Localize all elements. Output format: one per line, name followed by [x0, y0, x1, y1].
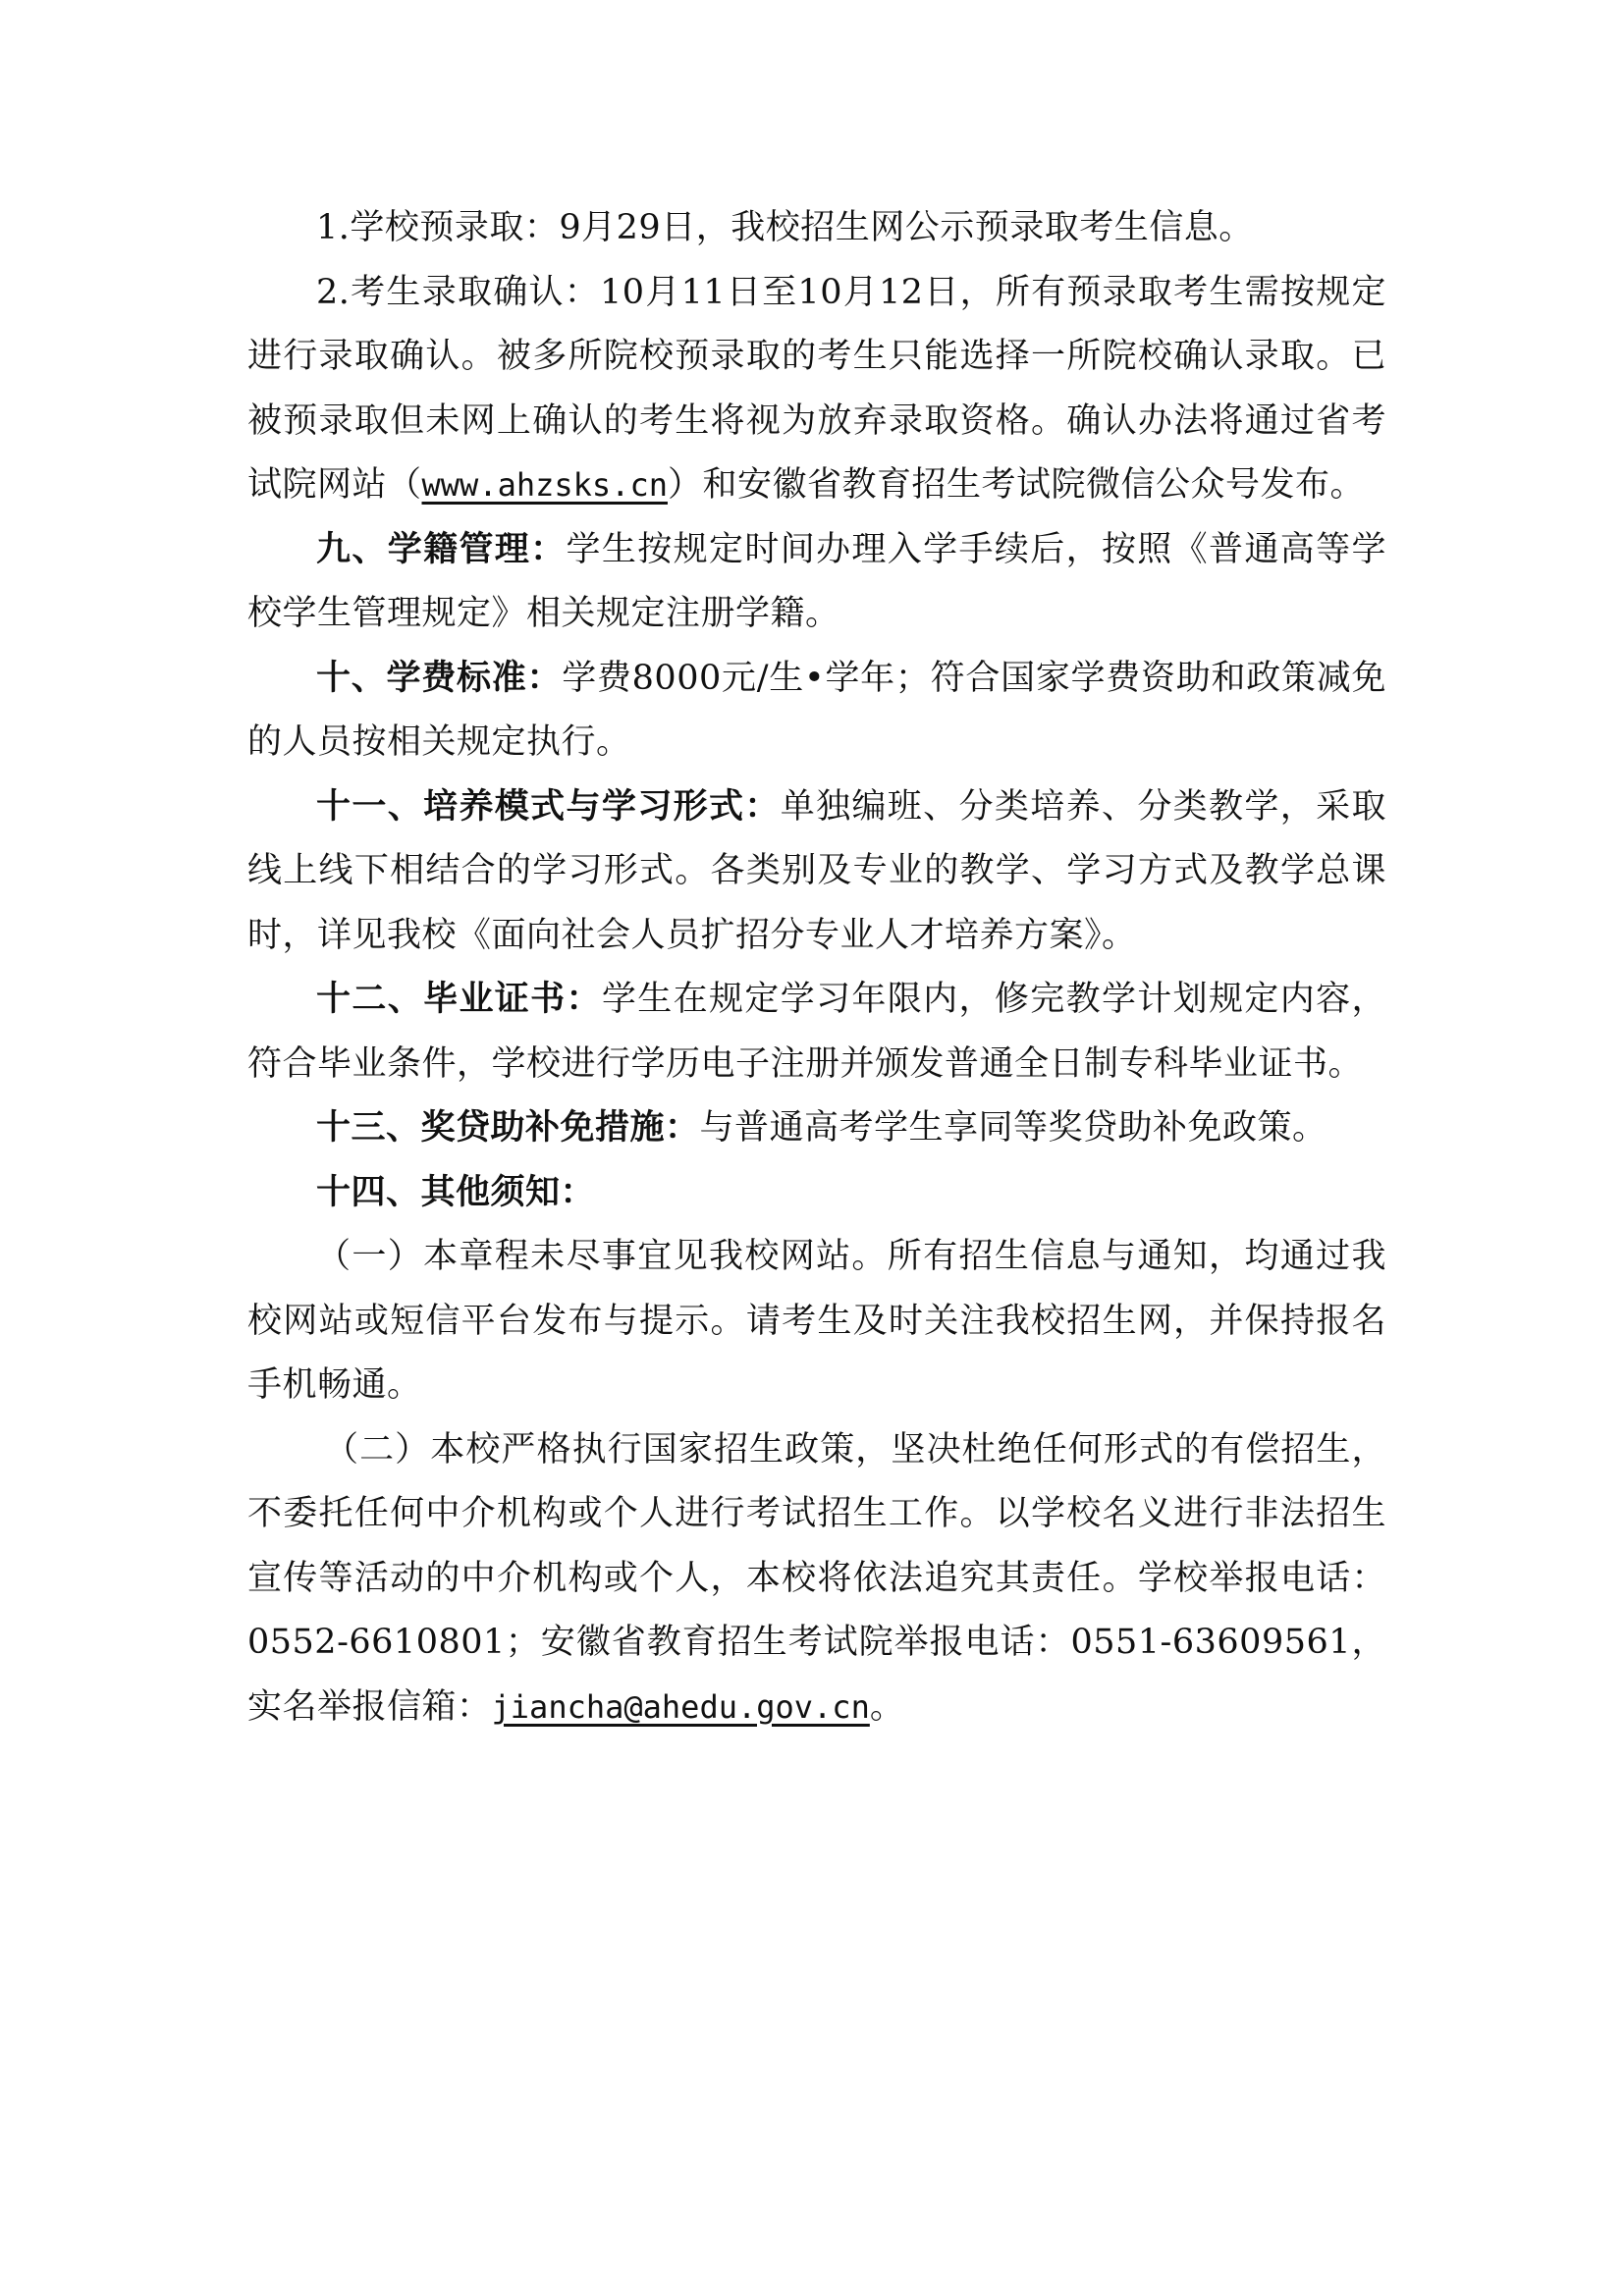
- training-mode-section: [247, 775, 1386, 969]
- admission-confirmation-text: 2.考生录取确认：10月11日至10月12日，所有预录取考生需按规定进行录取确认。被多所院校预录取的考生只能选择一所院校确认录取。已被预录取但未网上确认的考生将视为放弃录取资格。确认办法将通过省考试院网站（: [247, 272, 1386, 505]
- tuition-section: [247, 647, 1386, 775]
- financial-aid-text: 与普通高考学生享同等奖贷助补免政策。: [699, 1108, 1327, 1148]
- financial-aid-section: [247, 1096, 1386, 1161]
- report-email-link[interactable]: jiancha@ahedu.gov.cn: [491, 1687, 870, 1726]
- student-status-section: [247, 518, 1386, 647]
- student-status-heading: 九、学籍管理：: [316, 529, 567, 569]
- training-mode-text: 单独编班、分类培养、分类教学，采取线上线下相结合的学习形式。各类别及专业的教学、学习方式及教学总课时，详见我校《面向社会人员扩招分专业人才培养方案》。: [247, 786, 1386, 955]
- diploma-text: 学生在规定学习年限内，修完教学计划规定内容，符合毕业条件，学校进行学历电子注册并颁发普通全日制专科毕业证书。: [247, 980, 1386, 1084]
- other-notes-item-2: [247, 1418, 1386, 1740]
- other-notes-item-2-text: （二）本校严格执行国家招生政策，坚决杜绝任何形式的有偿招生，不委托任何中介机构或个人进行考试招生工作。以学校名义进行非法招生宣传等活动的中介机构或个人，本校将依法追究其责任。学校举报电话：0552-6610801；安徽省教育招生考试院举报电话：0551-63609561，实名举报信箱：: [247, 1429, 1386, 1727]
- other-notes-item-1: [247, 1225, 1386, 1418]
- document-page: [247, 196, 1386, 1739]
- diploma-heading: 十二、毕业证书：: [316, 980, 602, 1019]
- other-notes-section: [247, 1161, 1386, 1226]
- other-notes-item-1-text: （一）本章程未尽事宜见我校网站。所有招生信息与通知，均通过我校网站或短信平台发布与提示。请考生及时关注我校招生网，并保持报名手机畅通。: [247, 1237, 1386, 1405]
- other-notes-item-2-text-end: 。: [869, 1686, 905, 1727]
- tuition-heading: 十、学费标准：: [316, 658, 563, 698]
- pre-admission-paragraph: [247, 196, 1386, 261]
- other-notes-heading: 十四、其他须知：: [316, 1172, 596, 1212]
- admission-confirmation-text-end: ）和安徽省教育招生考试院微信公众号发布。: [667, 465, 1365, 505]
- diploma-section: [247, 968, 1386, 1096]
- tuition-text: 学费8000元/生•学年；符合国家学费资助和政策减免的人员按相关规定执行。: [247, 658, 1386, 762]
- pre-admission-text: 1.学校预录取：9月29日，我校招生网公示预录取考生信息。: [316, 208, 1254, 247]
- exam-institute-website-link[interactable]: www.ahzsks.cn: [421, 466, 668, 504]
- admission-confirmation-paragraph: [247, 261, 1386, 518]
- student-status-text: 学生按规定时间办理入学手续后，按照《普通高等学校学生管理规定》相关规定注册学籍。: [247, 529, 1386, 633]
- training-mode-heading: 十一、培养模式与学习形式：: [316, 786, 781, 827]
- financial-aid-heading: 十三、奖贷助补免措施：: [316, 1108, 700, 1148]
